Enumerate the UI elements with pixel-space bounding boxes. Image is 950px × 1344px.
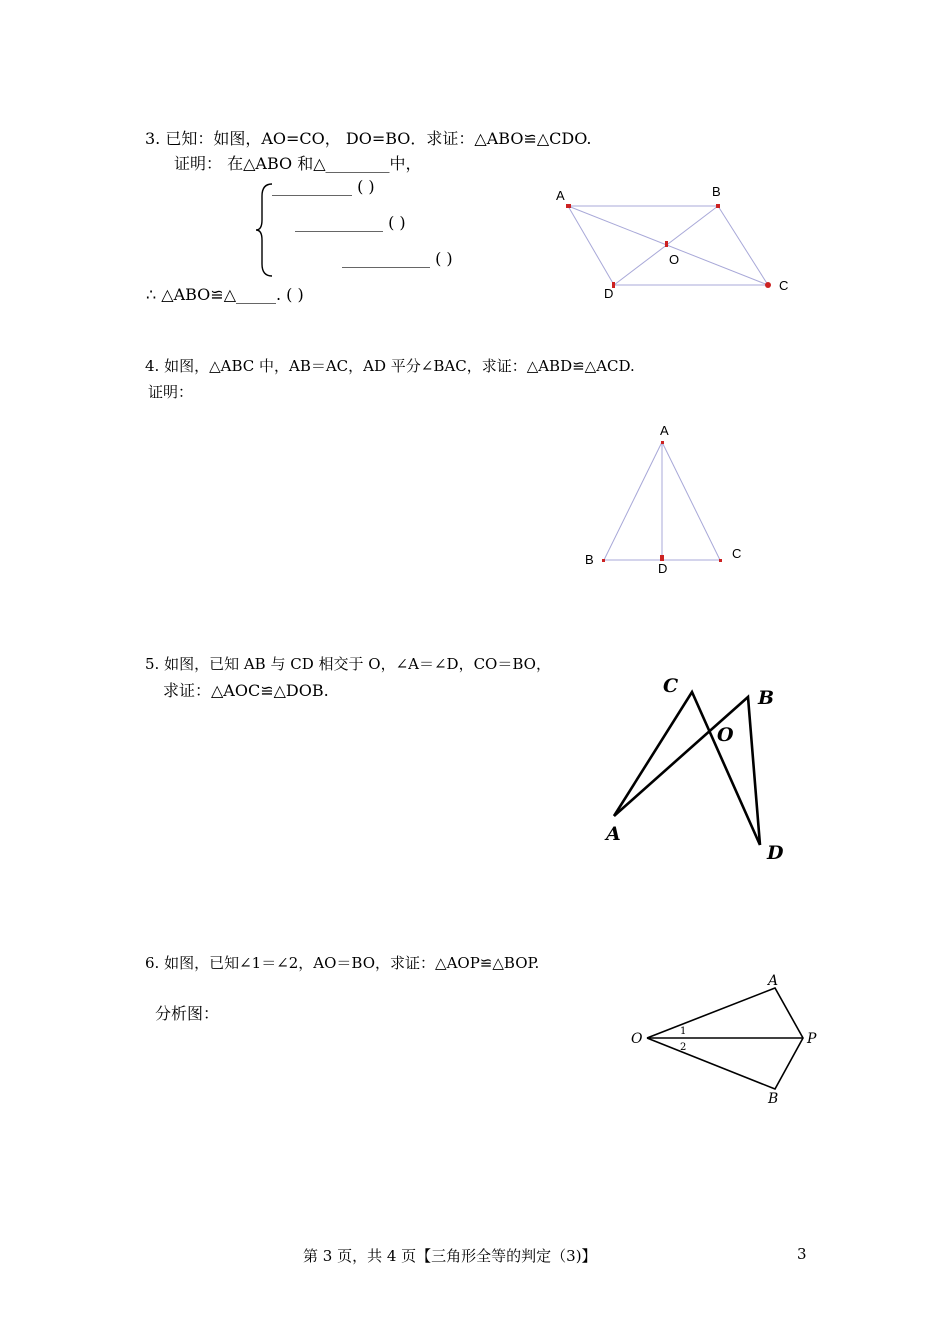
q6-label-p: P — [807, 1031, 817, 1047]
q3-label-d: D — [604, 286, 614, 301]
q6-label-o: O — [631, 1031, 643, 1047]
q3-point-c — [765, 282, 771, 288]
q3-label-b: B — [712, 184, 721, 199]
q3-figure — [550, 180, 810, 300]
q6-label-b: B — [768, 1091, 779, 1107]
page-footer: 第 3 页，共 4 页【三角形全等的判定（3)】 — [303, 1247, 597, 1265]
q4-figure — [580, 422, 760, 582]
q6-statement: 6. 如图，已知∠1＝∠2，AO＝BO，求证：△AOP≌△BOP. — [145, 954, 540, 972]
q4-label-c: C — [732, 546, 742, 561]
q3-proof-intro: 证明： 在△ABO 和△________中， — [174, 154, 422, 173]
q6-analysis-label: 分析图： — [155, 1004, 220, 1023]
q6-figure — [625, 968, 825, 1108]
q6-label-a: A — [768, 973, 779, 989]
q5-label-a: A — [606, 823, 621, 845]
q4-point-b — [602, 559, 605, 562]
q3-conclusion: ∴ △ABO≌△_____. ( ) — [146, 285, 304, 304]
q3-brace — [254, 182, 284, 282]
q3-brace-row-3: ___________ ( ) — [342, 249, 453, 268]
page-number: 3 — [797, 1245, 807, 1263]
q6-angle-2-label: 2 — [680, 1042, 687, 1053]
q6-angle-1-label: 1 — [680, 1026, 687, 1037]
q5-label-d: D — [767, 842, 784, 864]
q5-label-c: C — [663, 675, 679, 697]
q3-point-a — [566, 204, 571, 208]
q5-label-o: O — [717, 724, 734, 746]
q4-label-a: A — [660, 423, 669, 438]
q5-label-b: B — [758, 687, 775, 709]
q4-point-c — [719, 559, 722, 562]
q4-label-d: D — [658, 561, 668, 576]
q3-brace-row-2: ___________ ( ) — [295, 213, 406, 232]
q4-statement: 4. 如图，△ABC 中，AB＝AC，AD 平分∠BAC，求证：△ABD≌△ACD. — [145, 357, 635, 375]
q5-statement: 5. 如图，已知 AB 与 CD 相交于 O，∠A＝∠D，CO＝BO， — [145, 655, 551, 673]
q3-label-a: A — [556, 188, 565, 203]
q4-point-a — [661, 441, 664, 444]
q4-proof-label: 证明： — [148, 383, 194, 401]
q5-to-prove: 求证：△AOC≌△DOB. — [163, 681, 329, 700]
q3-brace-row-1: __________ ( ) — [272, 177, 375, 196]
q4-label-b: B — [585, 552, 594, 567]
q5-figure — [600, 670, 800, 870]
q3-label-o: O — [669, 252, 680, 267]
q3-label-c: C — [779, 278, 789, 293]
q3-statement: 3. 已知：如图，AO=CO， DO=BO．求证：△ABO≌△CDO. — [145, 129, 592, 148]
q3-point-b — [716, 204, 720, 208]
q3-point-o — [665, 241, 668, 247]
